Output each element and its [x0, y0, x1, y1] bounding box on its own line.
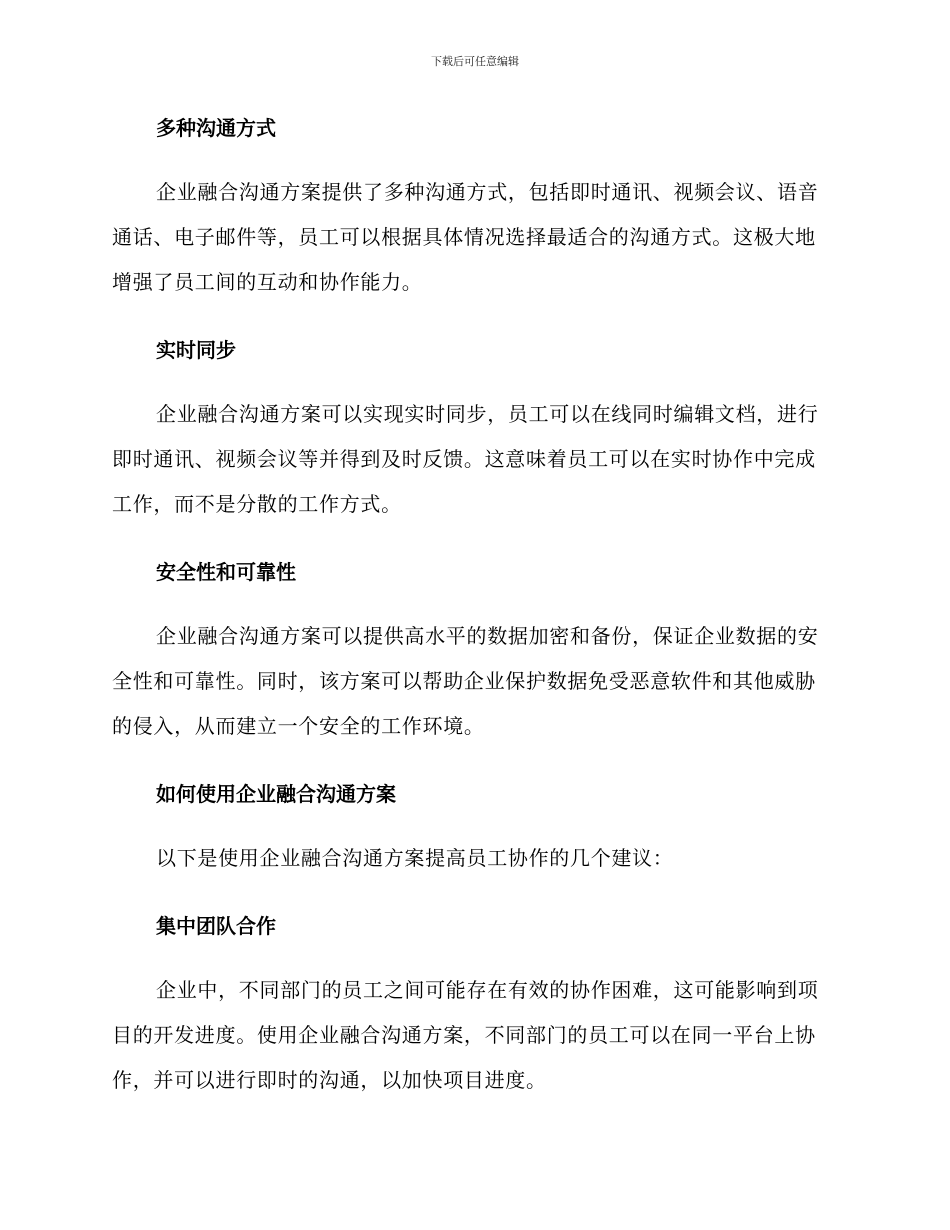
section-heading-communication-methods: 多种沟通方式 [156, 116, 276, 140]
section-heading-how-to-use: 如何使用企业融合沟通方案 [156, 782, 396, 806]
paragraph-security-reliability: 企业融合沟通方案可以提供高水平的数据加密和备份，保证企业数据的安全性和可靠性。同时，该方案可以帮助企业保护数据免受恶意软件和其他威胁的侵入，从而建立一个安全的工作环境。 [112, 624, 819, 738]
paragraph-how-to-use: 以下是使用企业融合沟通方案提高员工协作的几个建议： [156, 846, 674, 870]
paragraph-real-time-sync: 企业融合沟通方案可以实现实时同步，员工可以在线同时编辑文档，进行即时通讯、视频会议等并得到及时反馈。这意味着员工可以在实时协作中完成工作，而不是分散的工作方式。 [112, 402, 819, 516]
section-heading-security-reliability: 安全性和可靠性 [156, 560, 296, 584]
section-heading-real-time-sync: 实时同步 [156, 338, 236, 362]
header-note: 下载后可任意编辑 [431, 55, 519, 68]
document-body [112, 113, 832, 1103]
paragraph-team-collaboration: 企业中，不同部门的员工之间可能存在有效的协作困难，这可能影响到项目的开发进度。使用企业融合沟通方案，不同部门的员工可以在同一平台上协作，并可以进行即时的沟通，以加快项目进度。 [112, 978, 819, 1092]
paragraph-communication-methods: 企业融合沟通方案提供了多种沟通方式，包括即时通讯、视频会议、语音通话、电子邮件等，员工可以根据具体情况选择最适合的沟通方式。这极大地增强了员工间的互动和协作能力。 [112, 180, 819, 294]
section-heading-team-collaboration: 集中团队合作 [156, 914, 276, 938]
